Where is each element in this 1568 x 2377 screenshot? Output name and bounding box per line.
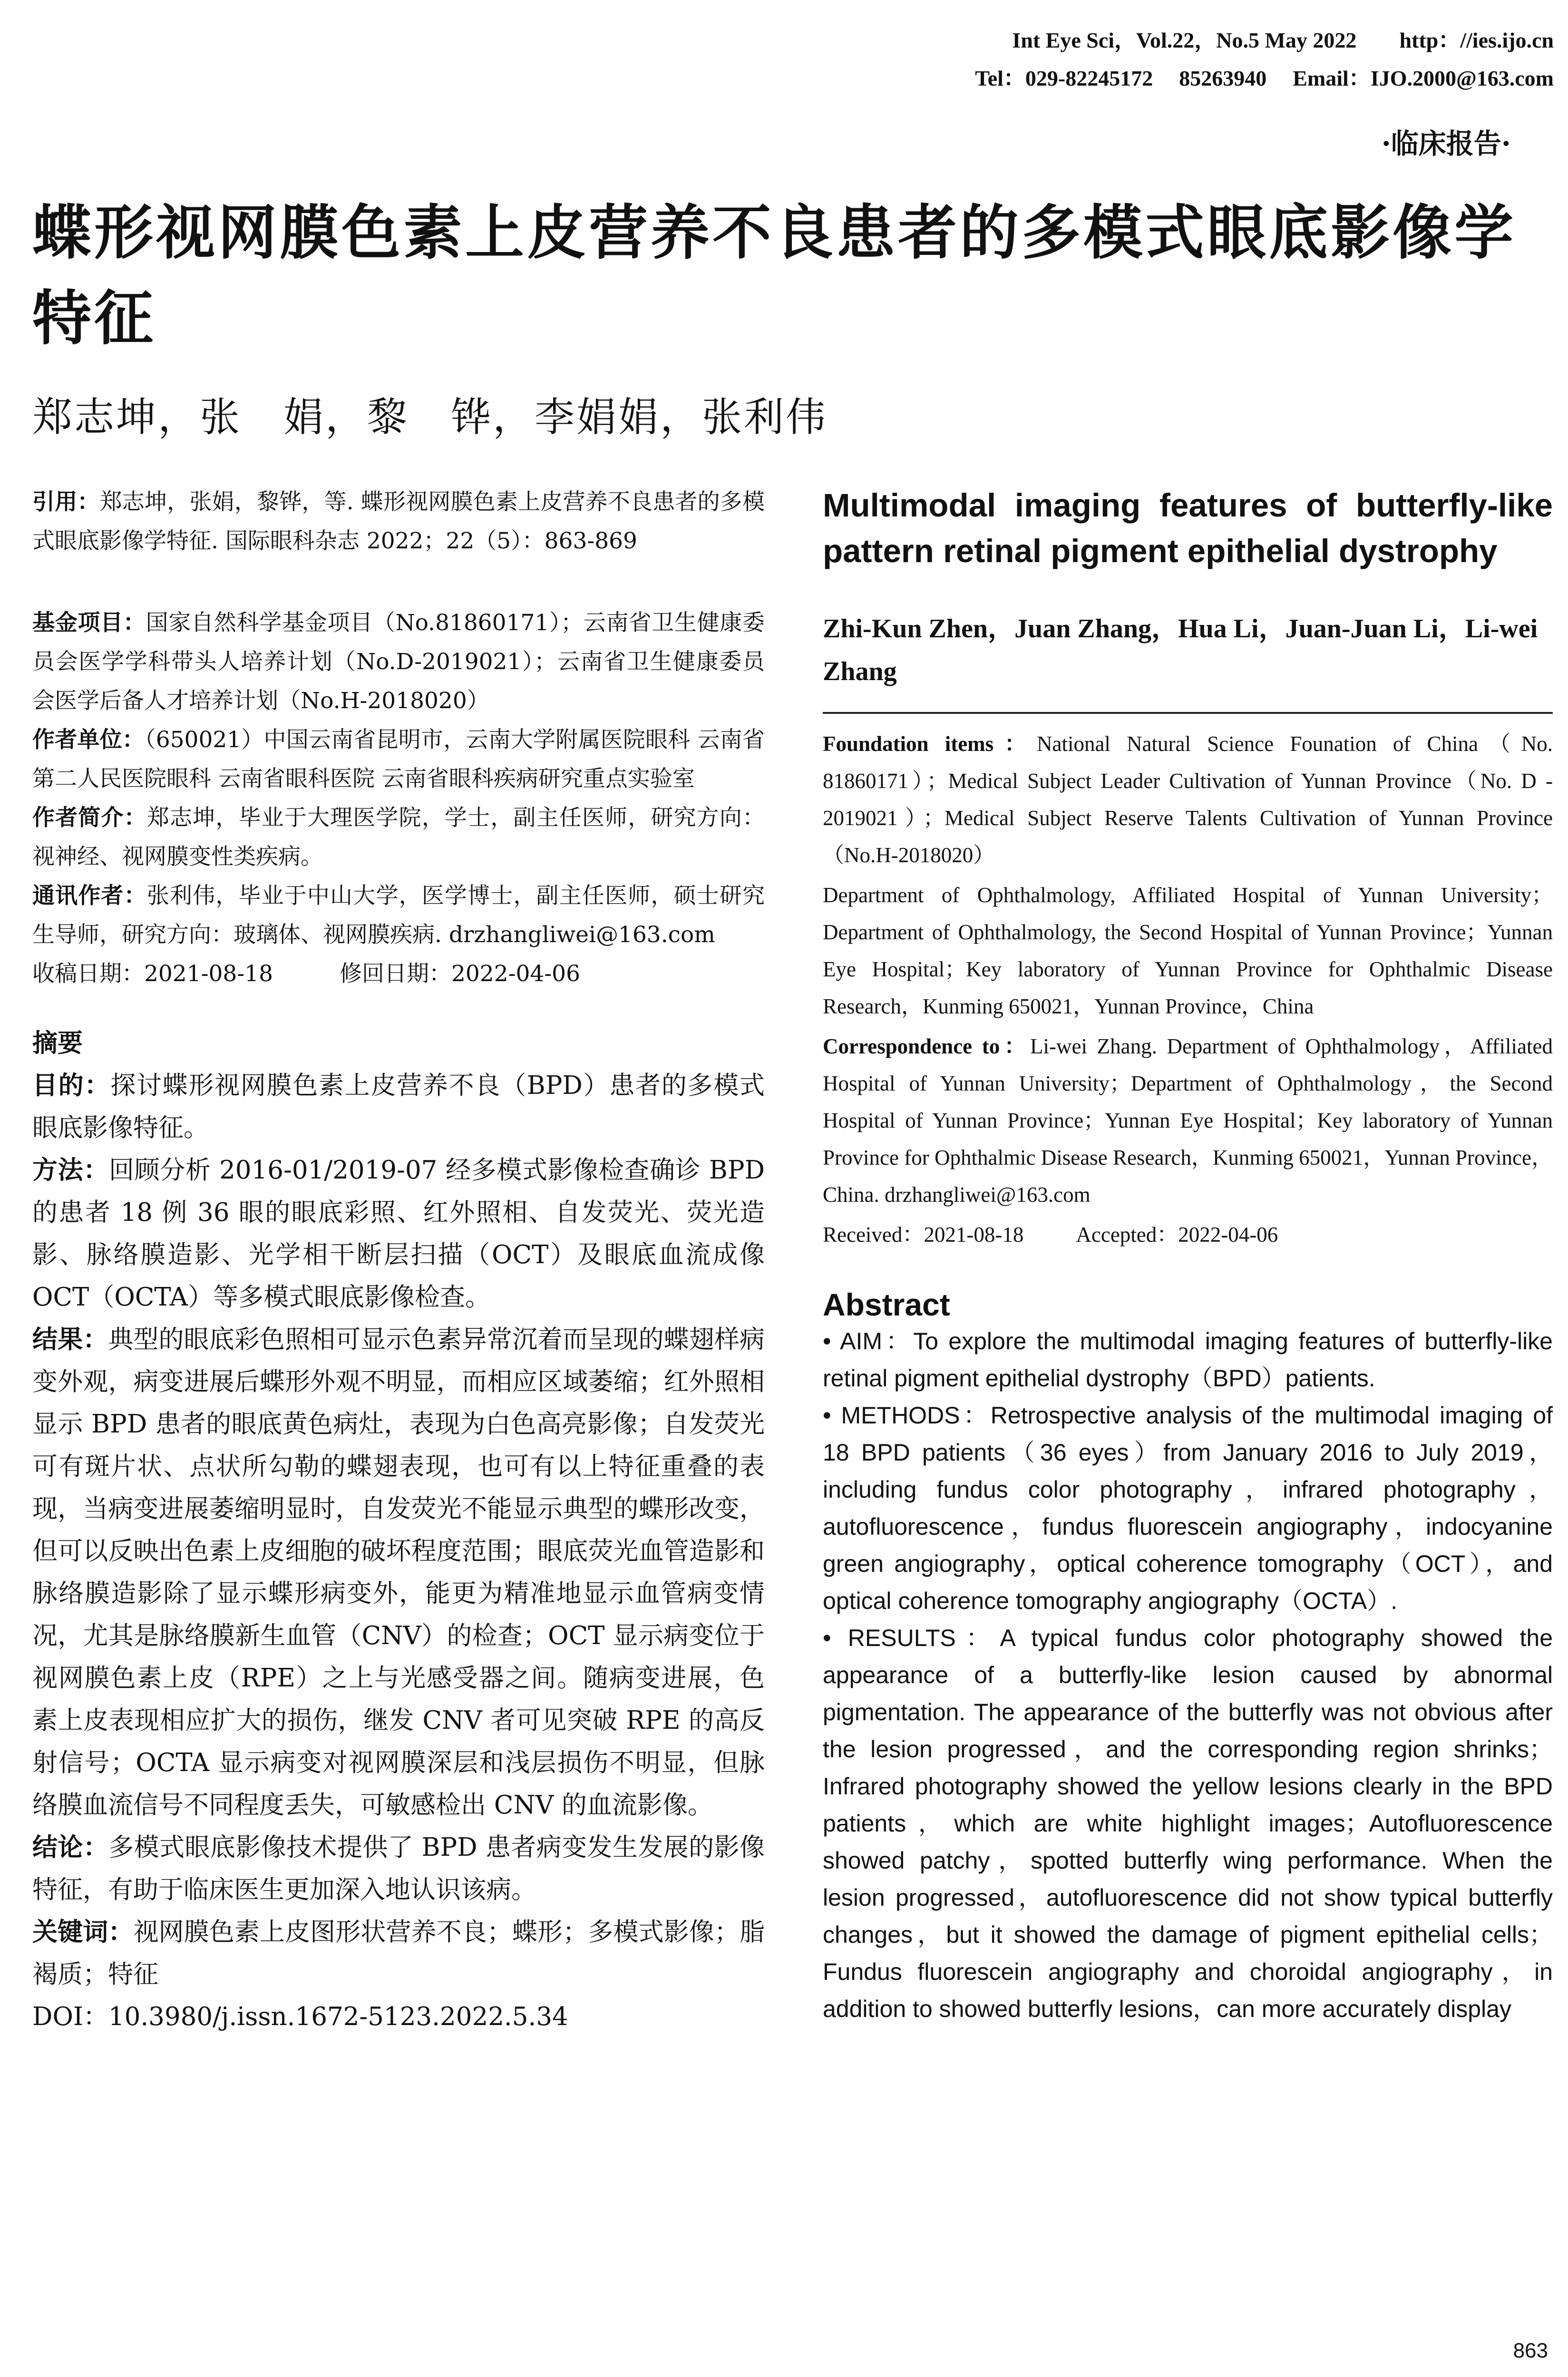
- keywords: 关键词：视网膜色素上皮图形状营养不良；蝶形；多模式影像；脂褐质；特征: [32, 1918, 765, 1989]
- english-methods: • METHODS：Retrospective analysis of the multimodal imaging of 18 BPD patients（36 eyes）from January 2016 to July 2019，including fundus color photography，infrared photography，autofluorescence，fundus fluorescein angiography，indocyanine green angiography，optical coherence tomography（OCT），and optical coherence tomography angiography（OCTA）.: [823, 1402, 1553, 1614]
- english-dates: [823, 1216, 1553, 1253]
- abstract-conclusion: 结论：多模式眼底影像技术提供了 BPD 患者病变发生发展的影像特征，有助于临床医生更加深入地认识该病。: [32, 1833, 765, 1904]
- english-results: • RESULTS：A typical fundus color photography showed the appearance of a butterfly-like lesion caused by abnormal pigmentation. The appearance of the butterfly was not obvious after the lesion progressed，and the corresponding region shrinks；Infrared photography showed the yellow lesions clearly in the BPD patients，which are white highlight images；Autofluorescence showed patchy，spotted butterfly wing performance. When the lesion progressed，autofluorescence did not show typical butterfly changes，but it showed the damage of pigment epithelial cells；Fundus fluorescein angiography and choroidal angiography，in addition to showed butterfly lesions，can more accurately display: [823, 1625, 1553, 2022]
- abstract-methods: 方法：回顾分析 2016-01/2019-07 经多模式影像检查确诊 BPD 的患者 18 例 36 眼的眼底彩照、红外照相、自发荧光、荧光造影、脉络膜造影、光学相干断层扫描（OCT）及眼底血流成像 OCT（OCTA）等多模式眼底影像检查。: [32, 1156, 765, 1312]
- journal-header: [1012, 23, 1554, 54]
- chinese-title: 蝶形视网膜色素上皮营养不良患者的多模式眼底影像学特征: [32, 198, 1517, 353]
- abstract-aim: 目的：探讨蝶形视网膜色素上皮营养不良（BPD）患者的多模式眼底影像特征。: [32, 1071, 765, 1142]
- english-correspondence: Correspondence to：Li-wei Zhang. Department of Ophthalmology，Affiliated Hospital of Yunnan University；Department of Ophthalmology，the Second Hospital of Yunnan Province；Yunnan Eye Hospital；Key laboratory of Yunnan Province for Ophthalmic Disease Research，Kunming 650021，Yunnan Province，China. drzhangliwei@163.com: [823, 1034, 1553, 1207]
- citation: 引用：郑志坤，张娟，黎铧，等. 蝶形视网膜色素上皮营养不良患者的多模式眼底影像学特征. 国际眼科杂志 2022；22（5）：863-869: [32, 489, 765, 554]
- doi[interactable]: DOI：10.3980/j.issn.1672-5123.2022.5.34: [32, 2002, 568, 2031]
- abstract-heading: 摘要: [32, 1029, 83, 1058]
- chinese-column: [32, 483, 765, 2038]
- english-abstract-heading: Abstract: [823, 1287, 950, 1322]
- revised-date: 修回日期：2022-04-06: [339, 961, 580, 987]
- affiliation: 作者单位：（650021）中国云南省昆明市，云南大学附属医院眼科 云南省第二人民医院眼科 云南省眼科医院 云南省眼科疾病研究重点实验室: [32, 727, 765, 792]
- funding: 基金项目：国家自然科学基金项目（No.81860171）；云南省卫生健康委员会医学学科带头人培养计划（No.D-2019021）；云南省卫生健康委员会医学后备人才培养计划（No.H-2018020）: [32, 610, 765, 714]
- english-aim: • AIM：To explore the multimodal imaging features of butterfly-like retinal pigment epithelial dystrophy（BPD）patients.: [823, 1328, 1553, 1392]
- english-foundation: Foundation items：National Natural Science Founation of China（No. 81860171）；Medical Subject Leader Cultivation of Yunnan Province（No. D - 2019021）；Medical Subject Reserve Talents Cultivation of Yunnan Province（No.H-2018020）: [823, 732, 1553, 867]
- english-affiliation: Department of Ophthalmology, Affiliated Hospital of Yunnan University；Department of Ophthalmology, the Second Hospital of Yunnan Province；Yunnan Eye Hospital；Key laboratory of Yunnan Province for Ophthalmic Disease Research，Kunming 650021，Yunnan Province，China: [823, 883, 1553, 1018]
- english-accepted: Accepted：2022-04-06: [1076, 1223, 1278, 1247]
- english-title: Multimodal imaging features of butterfly-like pattern retinal pigment epithelial dystrophy: [823, 487, 1553, 569]
- english-received: Received：2021-08-18: [823, 1223, 1024, 1247]
- journal-url[interactable]: http：//ies.ijo.cn: [1399, 28, 1554, 52]
- chinese-authors: 郑志坤，张 娟，黎 铧，李娟娟，张利伟: [32, 394, 828, 440]
- section-label: ·临床报告·: [1381, 127, 1511, 160]
- author-bio: 作者简介：郑志坤，毕业于大理医学院，学士，副主任医师，研究方向：视神经、视网膜变性类疾病。: [32, 805, 765, 870]
- english-authors: Zhi-Kun Zhen，Juan Zhang，Hua Li，Juan-Juan Li，Li-wei Zhang: [823, 607, 1553, 714]
- journal-contact: [975, 61, 1554, 92]
- english-column: [823, 483, 1553, 2027]
- journal-email[interactable]: Email：IJO.2000@163.com: [1293, 66, 1554, 90]
- dates: [32, 955, 765, 994]
- received-date: 收稿日期：2021-08-18: [32, 961, 273, 987]
- journal-citation: Int Eye Sci，Vol.22，No.5 May 2022: [1012, 28, 1357, 52]
- correspondence: 通讯作者：张利伟，毕业于中山大学，医学博士，副主任医师，硕士研究生导师，研究方向：玻璃体、视网膜疾病. drzhangliwei@163.com: [32, 883, 765, 948]
- journal-tel: Tel：029-82245172: [975, 66, 1153, 90]
- chinese-abstract: [32, 1022, 765, 2038]
- abstract-results: 结果：典型的眼底彩色照相可显示色素异常沉着而呈现的蝶翅样病变外观，病变进展后蝶形外观不明显，而相应区域萎缩；红外照相显示 BPD 患者的眼底黄色病灶，表现为白色高亮影像；自发荧光可有斑片状、点状所勾勒的蝶翅表现，也可有以上特征重叠的表现，当病变进展萎缩明显时，自发荧光不能显示典型的蝶形改变，但可以反映出色素上皮细胞的破坏程度范围；眼底荧光血管造影和脉络膜造影除了显示蝶形病变外，能更为精准地显示血管病变情况，尤其是脉络膜新生血管（CNV）的检查；OCT 显示病变位于视网膜色素上皮（RPE）之上与光感受器之间。随病变进展，色素上皮表现相应扩大的损伤，继发 CNV 者可见突破 RPE 的高反射信号；OCTA 显示病变对视网膜深层和浅层损伤不明显，但脉络膜血流信号不同程度丢失，可敏感检出 CNV 的血流影像。: [32, 1325, 765, 1820]
- journal-tel2: 85263940: [1179, 66, 1267, 90]
- page-number: 863: [1513, 2339, 1548, 2362]
